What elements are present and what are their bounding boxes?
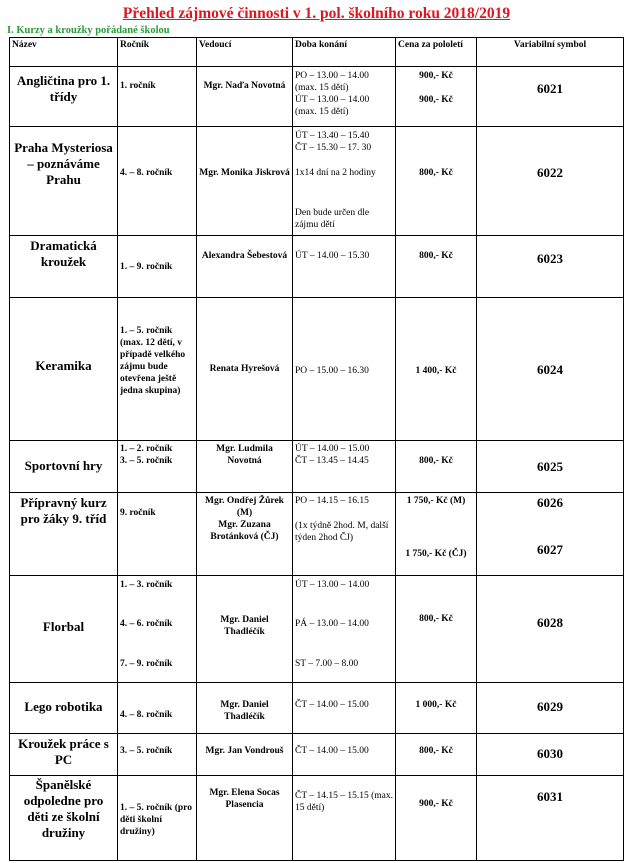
time-text: 1x14 dní na 2 hodiny xyxy=(295,168,376,178)
cell-lead xyxy=(197,493,293,576)
lead-text: Renata Hyrešová xyxy=(209,364,280,374)
cell-time xyxy=(293,576,396,683)
cell-grade xyxy=(118,576,197,683)
price-text: 800,- Kč xyxy=(419,746,453,756)
cell-lead xyxy=(197,576,293,683)
cell-time xyxy=(293,441,396,493)
cell-grade xyxy=(118,683,197,734)
cell-grade xyxy=(118,67,197,127)
time-text: PO – 14.15 – 16.15 xyxy=(295,496,369,506)
grade-text: 1. – 5. ročník (pro děti školní družiny) xyxy=(120,803,192,837)
table-header-row xyxy=(10,38,624,67)
table-row xyxy=(10,298,624,441)
time-text: ČT – 14.00 – 15.00 xyxy=(295,700,369,710)
cell-lead xyxy=(197,441,293,493)
name-text: Praha Mysteriosa – poznáváme Prahu xyxy=(14,140,113,187)
time-text: ČT – 13.45 – 14.45 xyxy=(295,456,369,466)
cell-time xyxy=(293,236,396,298)
cell-vs xyxy=(477,298,624,441)
cell-grade xyxy=(118,776,197,861)
cell-time xyxy=(293,298,396,441)
cell-grade xyxy=(118,493,197,576)
time-text: ČT – 15.30 – 17. 30 xyxy=(295,143,372,153)
price-text: 900,- Kč xyxy=(419,799,453,809)
table-row xyxy=(10,683,624,734)
lead-text: Alexandra Šebestová xyxy=(201,251,288,261)
cell-vs xyxy=(477,127,624,236)
cell-lead xyxy=(197,734,293,776)
name-text: Dramatická kroužek xyxy=(30,238,97,269)
lead-text: Mgr. Ludmila Novotná xyxy=(216,444,273,466)
cell-name xyxy=(10,576,118,683)
cell-time xyxy=(293,734,396,776)
cell-price xyxy=(396,683,477,734)
cell-name xyxy=(10,776,118,861)
cell-name xyxy=(10,236,118,298)
time-text: ÚT – 13.00 – 14.00 (max. 15 dětí) xyxy=(295,95,370,117)
time-text: PÁ – 13.00 – 14.00 xyxy=(295,619,369,629)
activities-table xyxy=(9,37,624,861)
vs-text: 6027 xyxy=(537,542,563,557)
cell-time xyxy=(293,127,396,236)
header-name: Název xyxy=(10,38,118,67)
name-text: Kroužek práce s PC xyxy=(18,736,109,767)
cell-grade xyxy=(118,127,197,236)
cell-time xyxy=(293,683,396,734)
time-text: (1x týdně 2hod. M, další týden 2hod ČJ) xyxy=(295,521,389,543)
time-text: PO – 13.00 – 14.00 (max. 15 dětí) xyxy=(295,71,369,93)
cell-grade xyxy=(118,236,197,298)
time-text: ST – 7.00 – 8.00 xyxy=(295,659,359,669)
price-text: 800,- Kč xyxy=(419,251,453,261)
vs-text: 6031 xyxy=(537,789,563,804)
name-text: Španělské odpoledne pro děti ze školní družiny xyxy=(23,777,104,840)
name-text: Lego robotika xyxy=(24,699,103,714)
cell-time xyxy=(293,67,396,127)
table-row xyxy=(10,576,624,683)
time-text: Den bude určen dle zájmu dětí xyxy=(295,208,370,230)
price-text: 1 400,- Kč xyxy=(415,366,457,376)
cell-lead xyxy=(197,127,293,236)
vs-text: 6029 xyxy=(537,699,563,714)
grade-text: 3. – 5. ročník xyxy=(120,456,173,466)
lead-text: Mgr. Jan Vondrouš xyxy=(205,746,284,756)
grade-text: 3. – 5. ročník xyxy=(120,746,173,756)
cell-vs xyxy=(477,776,624,861)
grade-text: 1. – 2. ročník xyxy=(120,444,173,454)
cell-price xyxy=(396,734,477,776)
grade-text: 4. – 8. ročník xyxy=(120,168,173,178)
cell-vs xyxy=(477,441,624,493)
cell-name xyxy=(10,441,118,493)
lead-text: Mgr. Daniel Thadléčík xyxy=(220,615,269,637)
grade-text: 9. ročník xyxy=(120,508,156,518)
time-text: ÚT – 14.00 – 15.00 xyxy=(295,444,370,454)
price-text: 800,- Kč xyxy=(419,168,453,178)
cell-time xyxy=(293,493,396,576)
time-text: PO – 15.00 – 16.30 xyxy=(295,366,369,376)
table-row xyxy=(10,776,624,861)
time-text: ÚT – 13.40 – 15.40 xyxy=(295,131,370,141)
name-text: Keramika xyxy=(35,358,92,373)
cell-price xyxy=(396,493,477,576)
grade-text: 1. – 9. ročník xyxy=(120,262,173,272)
vs-text: 6024 xyxy=(537,362,563,377)
price-text: 900,- Kč xyxy=(419,71,453,81)
lead-text: Mgr. Daniel Thadléčík xyxy=(220,700,269,722)
name-text: Přípravný kurz pro žáky 9. tříd xyxy=(20,495,107,526)
lead-text: Mgr. Zuzana Brotánková (ČJ) xyxy=(210,520,279,542)
vs-text: 6028 xyxy=(537,615,563,630)
cell-name xyxy=(10,298,118,441)
grade-text: 4. – 6. ročník xyxy=(120,619,173,629)
cell-price xyxy=(396,298,477,441)
cell-vs xyxy=(477,67,624,127)
name-text: Angličtina pro 1. třídy xyxy=(16,73,111,104)
price-text: 800,- Kč xyxy=(419,614,453,624)
vs-text: 6026 xyxy=(537,495,563,510)
cell-grade xyxy=(118,734,197,776)
price-text: 1 750,- Kč (ČJ) xyxy=(405,549,467,559)
price-text: 1 750,- Kč (M) xyxy=(406,496,466,506)
cell-name xyxy=(10,67,118,127)
cell-name xyxy=(10,493,118,576)
lead-text: Mgr. Naďa Novotná xyxy=(203,81,286,91)
cell-price xyxy=(396,127,477,236)
cell-name xyxy=(10,683,118,734)
cell-lead xyxy=(197,683,293,734)
cell-lead xyxy=(197,236,293,298)
cell-lead xyxy=(197,67,293,127)
vs-text: 6030 xyxy=(537,746,563,761)
header-grade: Ročník xyxy=(118,38,197,67)
grade-text: 1. ročník xyxy=(120,81,156,91)
vs-text: 6022 xyxy=(537,165,563,180)
time-text: ÚT – 14.00 – 15.30 xyxy=(295,251,370,261)
time-text: ÚT – 13.00 – 14.00 xyxy=(295,580,370,590)
time-text: ČT – 14.00 – 15.00 xyxy=(295,746,369,756)
header-lead: Vedoucí xyxy=(197,38,293,67)
cell-vs xyxy=(477,576,624,683)
vs-text: 6023 xyxy=(537,251,563,266)
price-text: 1 000,- Kč xyxy=(415,700,457,710)
header-variable-symbol: Variabilní symbol xyxy=(477,38,624,67)
table-row xyxy=(10,67,624,127)
table-row xyxy=(10,127,624,236)
vs-text: 6025 xyxy=(537,459,563,474)
cell-price xyxy=(396,441,477,493)
price-text: 800,- Kč xyxy=(419,456,453,466)
price-text: 900,- Kč xyxy=(419,95,453,105)
cell-time xyxy=(293,776,396,861)
grade-text: 7. – 9. ročník xyxy=(120,659,173,669)
cell-lead xyxy=(197,298,293,441)
cell-price xyxy=(396,236,477,298)
cell-name xyxy=(10,734,118,776)
time-text: ČT – 14.15 – 15.15 (max. 15 dětí) xyxy=(295,791,393,813)
table-row xyxy=(10,236,624,298)
header-price: Cena za pololetí xyxy=(396,38,477,67)
section-subtitle: I. Kurzy a kroužky pořádané školou xyxy=(7,25,170,36)
cell-price xyxy=(396,776,477,861)
cell-price xyxy=(396,576,477,683)
table-row xyxy=(10,441,624,493)
name-text: Sportovní hry xyxy=(24,458,103,473)
cell-vs xyxy=(477,236,624,298)
grade-text: 4. – 8. ročník xyxy=(120,710,173,720)
table-row xyxy=(10,493,624,576)
name-text: Florbal xyxy=(42,619,85,634)
cell-price xyxy=(396,67,477,127)
table-row xyxy=(10,734,624,776)
vs-text: 6021 xyxy=(537,81,563,96)
header-time: Doba konání xyxy=(293,38,396,67)
grade-text: 1. – 5. ročník (max. 12 dětí, v případě velkého zájmu bude otevřena ještě jedna skupina) xyxy=(120,326,186,396)
page-title: Přehled zájmové činnosti v 1. pol. školního roku 2018/2019 xyxy=(122,5,511,22)
cell-lead xyxy=(197,776,293,861)
cell-vs xyxy=(477,683,624,734)
cell-grade xyxy=(118,298,197,441)
lead-text: Mgr. Monika Jiskrová xyxy=(199,168,290,178)
cell-vs xyxy=(477,493,624,576)
lead-text: Mgr. Ondřej Žůrek (M) xyxy=(205,496,284,518)
cell-vs xyxy=(477,734,624,776)
cell-name xyxy=(10,127,118,236)
cell-grade xyxy=(118,441,197,493)
lead-text: Mgr. Elena Socas Plasencia xyxy=(209,788,280,810)
grade-text: 1. – 3. ročník xyxy=(120,580,173,590)
